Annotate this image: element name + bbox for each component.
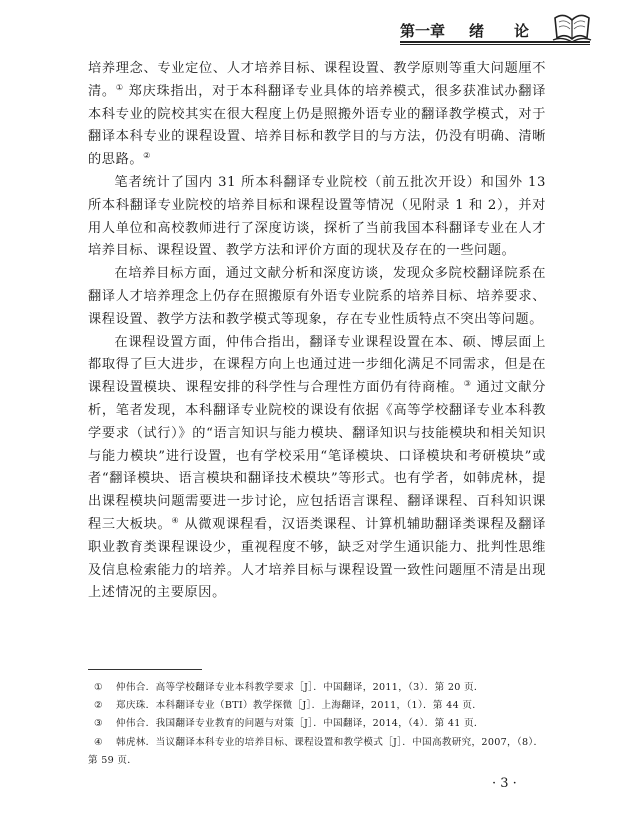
- paragraph-3: [88, 263, 546, 331]
- footnote-2: [88, 697, 546, 715]
- body-text: [88, 58, 546, 605]
- chapter-label: 第一章: [400, 22, 446, 40]
- header-rule-thin: [400, 44, 590, 45]
- footnote-number: ②: [94, 700, 103, 712]
- paragraph-text: 培养理念、专业定位、人才培养目标、课程设置、教学原则等重大问题厘不清。: [88, 61, 546, 99]
- footnote-text: 仲伟合．我国翻译专业教育的问题与对策［J］．中国翻译，2014，（4）．第 41 页．: [116, 718, 484, 730]
- title-char-1: 绪: [469, 22, 485, 40]
- paragraph-1: [88, 58, 546, 172]
- footnote-ref: ①: [115, 82, 124, 92]
- footnote-3: [88, 715, 546, 733]
- footnote-1: [88, 679, 546, 697]
- footnote-ref: ④: [171, 515, 180, 525]
- footnote-text: 韩虎林．当议翻译本科专业的培养目标、课程设置和教学模式［J］．中国高教研究，2007，（8）．第 59 页．: [88, 736, 544, 766]
- footnote-number: ③: [94, 718, 103, 730]
- paragraph-2: [88, 172, 546, 263]
- open-book-icon: [552, 8, 592, 44]
- footnote-number: ④: [94, 736, 103, 748]
- footnote-ref: ②: [143, 151, 151, 161]
- footnotes: [88, 679, 546, 770]
- paragraph-text: 在课程设置方面，仲伟合指出，翻译专业课程设置在本、硕、博层面上都取得了巨大进步，在课程方向上也通过进一步细化满足不同需求，但是在课程设置模块、课程安排的科学性与合理性方面仍有待商榷。: [88, 334, 546, 396]
- paragraph-text: 郑庆珠指出，对于本科翻译专业具体的培养模式，很多获准试办翻译本科专业的院校其实在很大程度上仍是照搬外语专业的翻译教学模式，对于翻译本科专业的课程设置、培养目标和教学目的与方法，仍没有明确、清晰的思路。: [88, 83, 546, 168]
- footnote-separator: [88, 669, 202, 670]
- running-header: [400, 8, 628, 40]
- footnote-ref: ③: [463, 379, 472, 389]
- paragraph-text: 笔者统计了国内 31 所本科翻译专业院校（前五批次开设）和国外 13 所本科翻译专业院校的培养目标和课程设置等情况（见附录 1 和 2），并对用人单位和高校教师进行了深度访谈，探析了当前我国本科翻译专业在人才培养目标、课程设置、教学方法和评价方面的现状及存在的一些问题。: [88, 174, 546, 259]
- paragraph-4: [88, 332, 546, 606]
- paragraph-text: 在培养目标方面，通过文献分析和深度访谈，发现众多院校翻译院系在翻译人才培养理念上仍存在照搬原有外语专业院系的培养目标、培养要求、课程设置、教学方法和教学模式等现象，存在专业性质特点不突出等问题。: [88, 266, 546, 327]
- footnote-4: [88, 734, 546, 770]
- page-number: · 3 ·: [492, 776, 517, 791]
- paragraph-text: 通过文献分析，笔者发现，本科翻译专业院校的课设有依据《高等学校翻译专业本科教学要求（试行）》的“语言知识与能力模块、翻译知识与技能模块和相关知识与能力模块”进行设置，也有学校采用“笔译模块、口译模块和考研模块”或者“翻译模块、语言模块和翻译技术模块”等形式。也有学者，如韩虎林，提出课程模块问题需要进一步讨论，应包括语言课程、翻译课程、百科知识课程三大板块。: [88, 380, 546, 532]
- footnote-text: 仲伟合．高等学校翻译专业本科教学要求［J］．中国翻译，2011，（3）．第 20 页．: [116, 682, 484, 693]
- footnote-number: ①: [94, 682, 103, 693]
- footnote-text: 郑庆珠．本科翻译专业（BTI）教学探微［J］．上海翻译，2011，（1）．第 44 页．: [116, 700, 483, 712]
- paragraph-text: 从微观课程看，汉语类课程、计算机辅助翻译类课程及翻译职业教育类课程课设少，重视程度不够，缺乏对学生通识能力、批判性思维及信息检索能力的培养。人才培养目标与课程设置一致性问题厘不清是出现上述情况的主要原因。: [88, 516, 546, 601]
- title-char-2: 论: [514, 22, 530, 40]
- chapter-title: [400, 20, 529, 41]
